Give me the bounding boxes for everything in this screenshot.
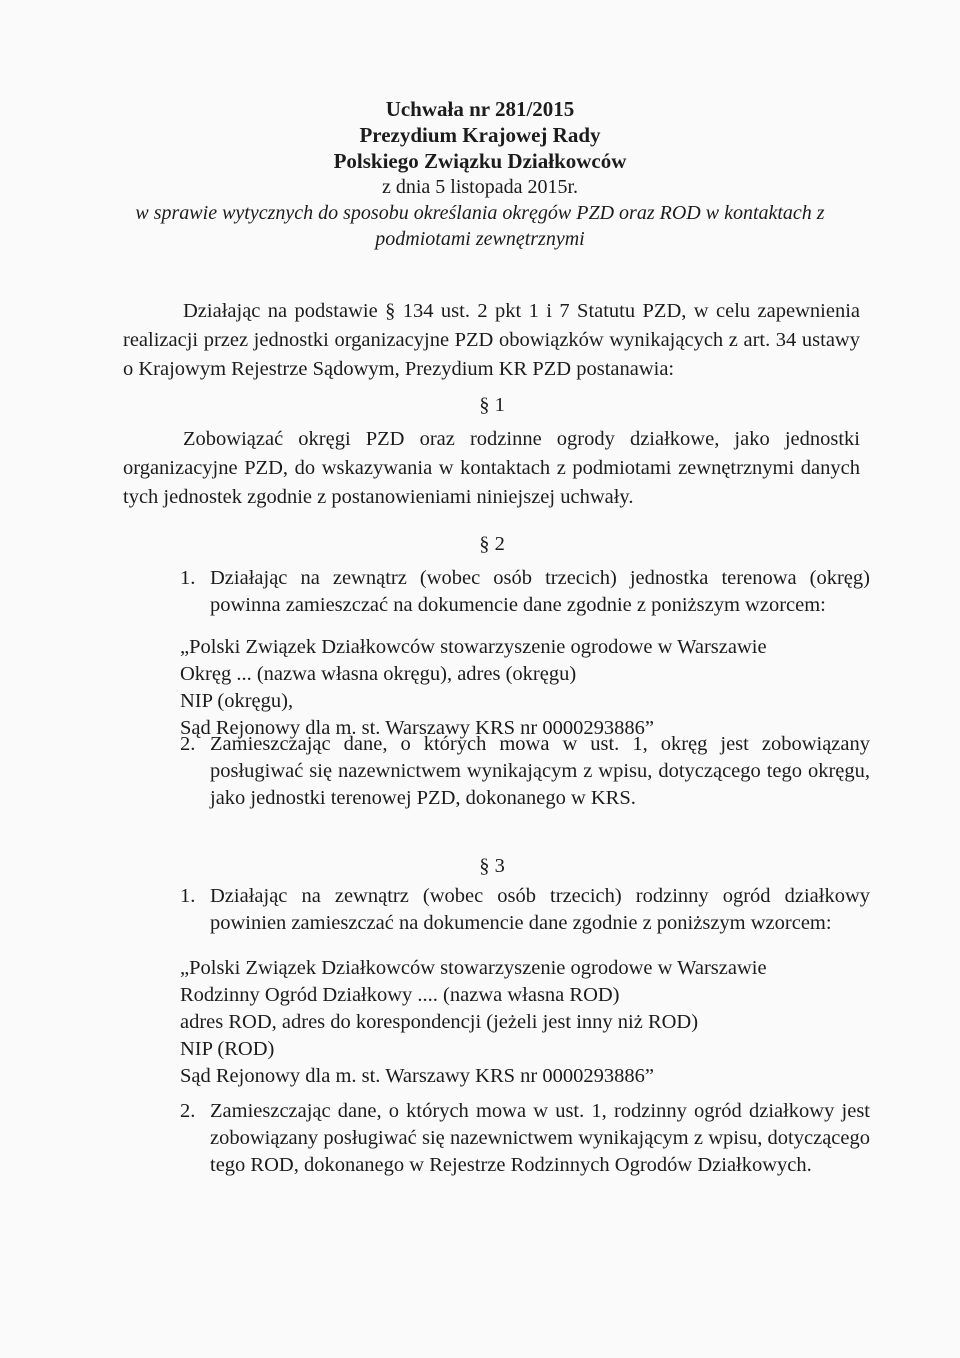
item-text: Działając na zewnątrz (wobec osób trzecich) jednostka terenowa (okręg) powinna zamieszczać na dokumencie dane zgodnie z poniższym wzorcem: [210, 567, 870, 616]
item-number: 1. [180, 885, 196, 907]
template-line: adres ROD, adres do korespondencji (jeżeli jest inny niż ROD) [180, 1011, 699, 1033]
section-1 [123, 425, 860, 512]
template-line: NIP (ROD) [180, 1038, 275, 1060]
section-2-heading: § 2 [479, 533, 505, 555]
item-text: Działając na zewnątrz (wobec osób trzecich) rodzinny ogród działkowy powinien zamieszczać na dokumencie dane zgodnie z poniższym wzorcem: [210, 885, 870, 934]
section-1-text: Zobowiązać okręgi PZD oraz rodzinne ogrody działkowe, jako jednostki organizacyjne PZD, do wskazywania w kontaktach z podmiotami zewnętrznymi danych tych jednostek zgodnie z postanowieniami niniejszej uchwały. [123, 428, 860, 508]
template-line: Sąd Rejonowy dla m. st. Warszawy KRS nr 0000293886” [180, 717, 654, 739]
section-1-heading: § 1 [479, 394, 505, 416]
section-2-item-2 [180, 731, 870, 815]
item-text: Zamieszczając dane, o których mowa w ust. 1, okręg jest zobowiązany posługiwać się nazewnictwem wynikającym z wpisu, dotyczącego tego okręgu, jako jednostki terenowej PZD, dokonanego w KRS. [210, 733, 870, 809]
section-3-item-1 [180, 883, 870, 939]
item-number: 2. [180, 1100, 196, 1122]
section-2-item-1 [180, 565, 870, 621]
issuing-body: Prezydium Krajowej Rady [359, 123, 601, 147]
preamble-text: Działając na podstawie § 134 ust. 2 pkt 1 i 7 Statutu PZD, w celu zapewnienia realizacji przez jednostki organizacyjne PZD obowiązków wynikających z art. 34 ustawy o Krajowym Rejestrze Sądowym, Prezydium KR PZD postanawia: [123, 300, 860, 380]
resolution-header [100, 96, 860, 252]
resolution-subject-line1: w sprawie wytycznych do sposobu określania okręgów PZD oraz ROD w kontaktach z [135, 202, 825, 224]
template-line: „Polski Związek Działkowców stowarzyszenie ogrodowe w Warszawie [180, 957, 767, 979]
template-line: Rodzinny Ogród Działkowy .... (nazwa własna ROD) [180, 984, 620, 1006]
template-line: NIP (okręgu), [180, 690, 294, 712]
section-2-template [180, 634, 767, 742]
resolution-subject-line2: podmiotami zewnętrznymi [375, 228, 585, 250]
item-number: 1. [180, 567, 196, 589]
template-line: Sąd Rejonowy dla m. st. Warszawy KRS nr 0000293886” [180, 1065, 654, 1087]
organization-name: Polskiego Związku Działkowców [333, 149, 627, 173]
template-line: Okręg ... (nazwa własna okręgu), adres (okręgu) [180, 663, 577, 685]
template-line: „Polski Związek Działkowców stowarzyszenie ogrodowe w Warszawie [180, 636, 767, 658]
section-3-item-2 [180, 1098, 870, 1210]
item-text: Zamieszczając dane, o których mowa w ust. 1, rodzinny ogród działkowy jest zobowiązany posługiwać się nazewnictwem wynikającym z wpisu, dotyczącego tego ROD, dokonanego w Rejestrze Rodzinnych Ogrodów Działkowych. [210, 1100, 870, 1176]
resolution-number: Uchwała nr 281/2015 [385, 97, 575, 121]
section-3-template [180, 955, 767, 1090]
preamble [123, 297, 860, 384]
item-number: 2. [180, 733, 196, 755]
section-3-heading: § 3 [479, 855, 505, 877]
resolution-date: z dnia 5 listopada 2015r. [381, 176, 579, 198]
